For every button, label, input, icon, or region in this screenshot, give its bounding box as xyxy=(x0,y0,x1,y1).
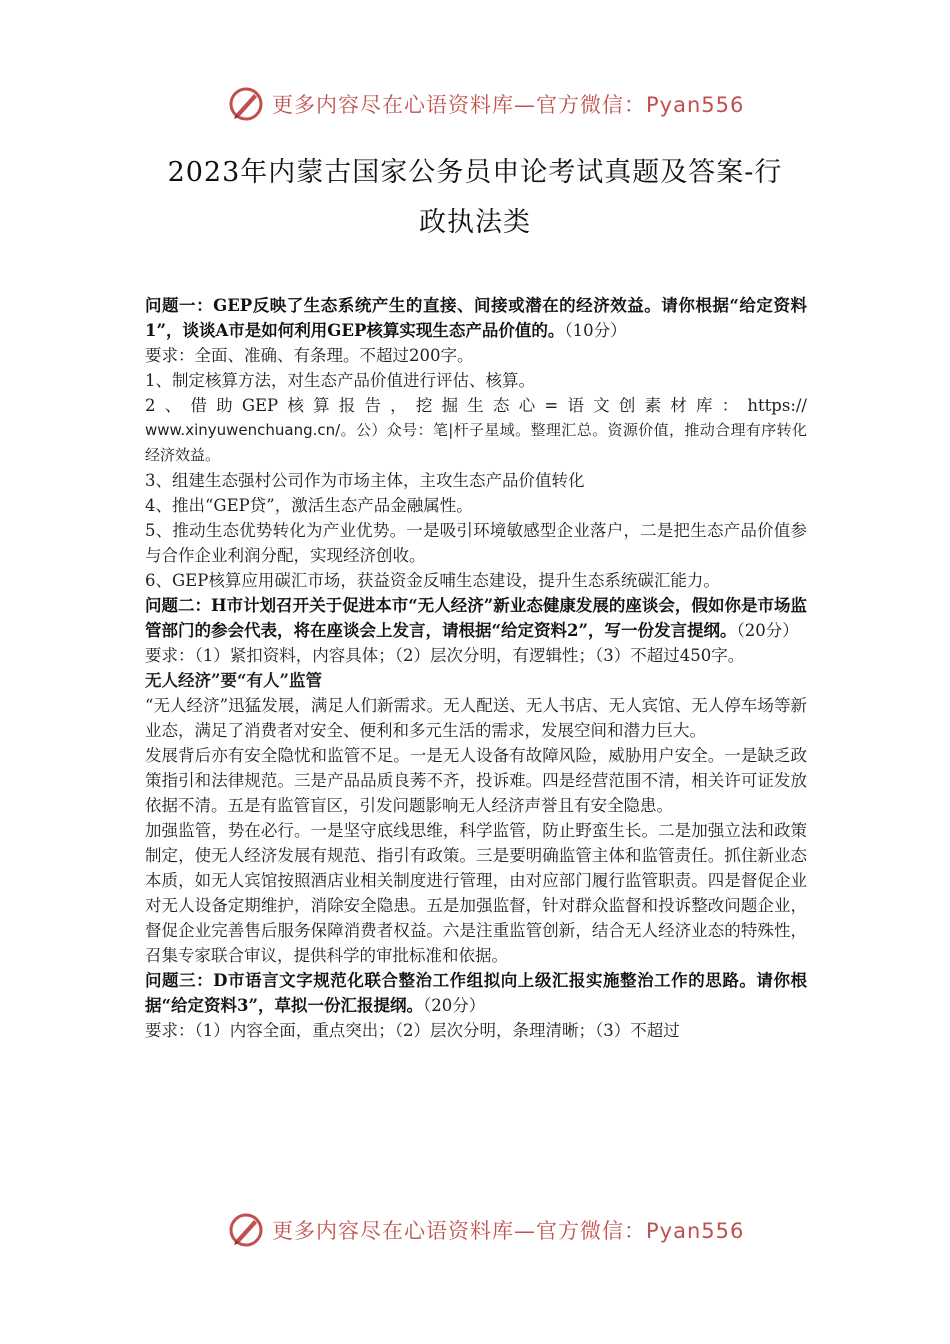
header-banner xyxy=(228,84,748,124)
title-line-1: 2023年内蒙古国家公务员申论考试真题及答案-行 xyxy=(167,157,783,188)
answer-1-item-6: 6、GEP核算应用碳汇市场，获益资金反哺生态建设，提升生态系统碳汇能力。 xyxy=(145,571,720,590)
question-2-score: （20分） xyxy=(736,621,799,640)
answer-1-item-1: 1、制定核算方法，对生态产品价值进行评估、核算。 xyxy=(145,371,535,390)
answer-1-item-5: 5、推动生态优势转化为产业优势。一是吸引环境敏感型企业落户，二是把生态产品价值参与合作企业利润分配，实现经济创收。 xyxy=(145,521,807,565)
title-line-2: 政执法类 xyxy=(419,207,531,238)
question-1-score: （10分） xyxy=(564,321,627,340)
answer-2-paragraph-2: 发展背后亦有安全隐忧和监管不足。一是无人设备有故障风险，威胁用户安全。一是缺乏政策指引和法律规范。三是产品品质良莠不齐，投诉难。四是经营范围不清，相关许可证发放依据不清。五是有监管盲区，引发问题影响无人经济声誉且有安全隐患。 xyxy=(145,746,807,815)
question-1-heading xyxy=(145,293,807,343)
question-3-heading xyxy=(145,968,807,1018)
question-3-text: 问题三：D市语言文字规范化联合整治工作组拟向上级汇报实施整治工作的思路。请你根据“给定资料3”，草拟一份汇报提纲。 xyxy=(145,971,807,1015)
pen-logo-icon xyxy=(228,1212,264,1248)
question-3-requirement: 要求：（1）内容全面，重点突出；（2）层次分明，条理清晰；（3）不超过 xyxy=(145,1021,680,1040)
page-title xyxy=(120,148,830,248)
question-2-requirement: 要求：（1）紧扣资料，内容具体；（2）层次分明，有逻辑性；（3）不超过450字。 xyxy=(145,646,745,665)
banner-text: 更多内容尽在心语资料库—官方微信：Pyan556 xyxy=(272,93,745,117)
answer-1-item-2a: 2、借助GEP核算报告，挖掘生态心=语文创素材库：https:// xyxy=(145,396,807,415)
answer-2-paragraph-3: 加强监管，势在必行。一是坚守底线思维，科学监管，防止野蛮生长。二是加强立法和政策制定，使无人经济发展有规范、指引有政策。三是要明确监管主体和监管责任。抓住新业态本质，如无人宾馆按照酒店业相关制度进行管理，由对应部门履行监管职责。四是督促企业对无人设备定期维护，消除安全隐患。五是加强监督，针对群众监督和投诉整改问题企业，督促企业完善售后服务保障消费者权益。六是注重监管创新，结合无人经济业态的特殊性，召集专家联合审议，提供科学的审批标准和依据。 xyxy=(145,821,807,965)
question-3-score: （20分） xyxy=(422,996,486,1015)
answer-2-paragraph-1: “无人经济”迅猛发展，满足人们新需求。无人配送、无人书店、无人宾馆、无人停车场等新业态，满足了消费者对安全、便利和多元生活的需求，发展空间和潜力巨大。 xyxy=(145,696,807,740)
answer-2-subtitle: 无人经济”要“有人”监管 xyxy=(145,671,322,690)
pen-logo-icon xyxy=(228,86,264,122)
footer-banner xyxy=(228,1210,748,1250)
question-2-heading xyxy=(145,593,807,643)
question-2-text: 问题二：H市计划召开关于促进本市“无人经济”新业态健康发展的座谈会，假如你是市场监管部门的参会代表，将在座谈会上发言，请根据“给定资料2”，写一份发言提纲。 xyxy=(145,596,807,640)
answer-1-item-2b: www.xinyuwenchuang.cn/。公）众号：笔|杆子星域。整理汇总。资源价值，推动合理有序转化经济效益。 xyxy=(145,421,807,464)
answer-1-item-3: 3、组建生态强村公司作为市场主体，主攻生态产品价值转化 xyxy=(145,471,585,490)
question-1-requirement: 要求：全面、准确、有条理。不超过200字。 xyxy=(145,346,474,365)
document-body xyxy=(145,293,807,1043)
answer-1-item-4: 4、推出“GEP贷”，激活生态产品金融属性。 xyxy=(145,496,473,515)
banner-text: 更多内容尽在心语资料库—官方微信：Pyan556 xyxy=(272,1219,745,1243)
question-1-text: 问题一：GEP反映了生态系统产生的直接、间接或潜在的经济效益。请你根据“给定资料1”，谈谈A市是如何利用GEP核算实现生态产品价值的。 xyxy=(145,296,807,340)
